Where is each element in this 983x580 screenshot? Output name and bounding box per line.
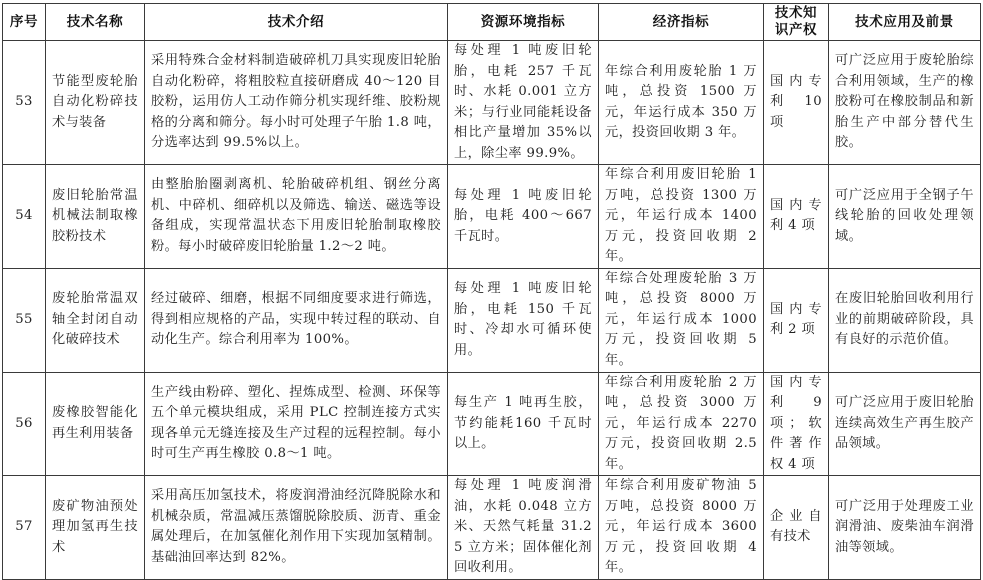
economic-indicator-text: 年综合利用废旧轮胎 1 万吨，总投资 1300 万元，年运行成本 1400 万元，投资回收期 2 年。 xyxy=(605,167,757,264)
tech-name xyxy=(46,372,145,476)
resource-indicator-text: 每处理 1 吨废润滑油，水耗 0.048 立方米、天然气耗量 31.25 立方米；固体催化剂回收利用。 xyxy=(454,478,592,575)
resource-indicator-text: 每处理 1 吨废旧轮胎，电耗 257 千瓦时、水耗 0.001 立方米；与行业同能耗设备相比产量增加 35%以上，除尘率 99.9%。 xyxy=(454,43,592,161)
tech-name-text: 废矿物油预处理加氢再生技术 xyxy=(52,498,138,555)
application-prospect-text: 在废旧轮胎回收利用行业的前期破碎阶段，具有良好的示范价值。 xyxy=(835,291,974,348)
table-body xyxy=(3,41,981,580)
resource-indicator-text: 每生产 1 吨再生胶，节约能耗160 千瓦时以上。 xyxy=(454,395,592,451)
intellectual-property-text: 企业自有技术 xyxy=(770,508,822,545)
table-header xyxy=(3,4,981,41)
tech-name xyxy=(46,268,145,372)
tech-name-text: 废轮胎常温双轴全封闭自动化破碎技术 xyxy=(52,291,138,348)
application-prospect-text: 可广泛应用于全钢子午线轮胎的回收处理领域。 xyxy=(835,187,974,244)
header-intro: 技术介绍 xyxy=(145,4,448,41)
intellectual-property-text: 国内专利 9 项；软件著作权 4 项 xyxy=(770,374,822,472)
header-economic: 经济指标 xyxy=(599,4,764,41)
application-prospect-text: 可广泛用于处理废工业润滑油、废柴油车润滑油等领域。 xyxy=(835,498,974,555)
intellectual-property xyxy=(764,476,829,580)
tech-intro xyxy=(145,268,448,372)
application-prospect xyxy=(829,165,981,269)
header-row xyxy=(3,4,981,41)
economic-indicator xyxy=(599,476,764,580)
intellectual-property xyxy=(764,165,829,269)
economic-indicator xyxy=(599,268,764,372)
header-ip: 技术知识产权 xyxy=(764,4,829,41)
tech-intro-text: 由整胎胎圈剥离机、轮胎破碎机组、钢丝分离机、中碎机、细碎机以及筛选、输送、磁选等设备组成，实现常温状态下用废旧轮胎制取橡胶粉。每小时破碎废旧轮胎量 1.2～2 吨。 xyxy=(151,177,441,254)
resource-indicator xyxy=(448,372,599,476)
resource-indicator-text: 每处理 1 吨废旧轮胎，电耗 400～667 千瓦时。 xyxy=(454,187,592,244)
resource-indicator xyxy=(448,41,599,165)
resource-indicator-text: 每处理 1 吨废旧轮胎，电耗 150 千瓦时、冷却水可循环使用。 xyxy=(454,281,592,358)
row-number: 53 xyxy=(3,41,46,165)
tech-name-text: 废橡胶智能化再生利用装备 xyxy=(52,405,138,441)
tech-intro xyxy=(145,41,448,165)
intellectual-property xyxy=(764,372,829,476)
intellectual-property-text: 国内专利 4 项 xyxy=(770,197,822,234)
tech-name-text: 节能型废轮胎自动化粉碎技术与装备 xyxy=(52,73,138,130)
economic-indicator-text: 年综合处理废轮胎 3 万吨，总投资 8000 万元，年运行成本 1000 万元，投资回收期 5 年。 xyxy=(605,270,757,368)
application-prospect xyxy=(829,476,981,580)
economic-indicator xyxy=(599,165,764,269)
table-row xyxy=(3,165,981,269)
table-row xyxy=(3,476,981,580)
tech-intro xyxy=(145,476,448,580)
resource-indicator xyxy=(448,268,599,372)
economic-indicator xyxy=(599,372,764,476)
tech-name xyxy=(46,476,145,580)
tech-name-text: 废旧轮胎常温机械法制取橡胶粉技术 xyxy=(52,187,138,244)
table-row xyxy=(3,372,981,476)
application-prospect-text: 可广泛应用于废轮胎综合利用领域，生产的橡胶粉可在橡胶制品和新胎生产中部分替代生胶。 xyxy=(835,53,974,151)
intellectual-property xyxy=(764,41,829,165)
header-resource: 资源环境指标 xyxy=(448,4,599,41)
intellectual-property-text: 国内专利 2 项 xyxy=(770,301,822,337)
economic-indicator-text: 年综合利用废矿物油 5 万吨，总投资 8000 万元，年运行成本 3600 万元，投资回收期 4 年。 xyxy=(605,478,757,575)
row-number: 56 xyxy=(3,372,46,476)
tech-intro-text: 采用高压加氢技术，将废润滑油经沉降脱除水和机械杂质，常温减压蒸馏脱除胶质、沥青、重金属处理后，在加氢催化剂作用下实现加氢精制。基础油回率达到 82%。 xyxy=(151,488,441,565)
resource-indicator xyxy=(448,476,599,580)
economic-indicator-text: 年综合利用废轮胎 2 万吨，总投资 3000 万元，年运行成本 2270 万元，投资回收期 2.5 年。 xyxy=(605,374,757,472)
resource-indicator xyxy=(448,165,599,269)
application-prospect xyxy=(829,372,981,476)
economic-indicator-text: 年综合利用废轮胎 1 万吨，总投资 1500 万元，年运行成本 350 万元，投资回收期 3 年。 xyxy=(605,63,757,140)
table-row xyxy=(3,268,981,372)
technology-table xyxy=(2,3,981,580)
tech-intro-text: 经过破碎、细磨，根据不同细度要求进行筛选，得到相应规格的产品，实现中转过程的联动、自动化生产。综合利用率为 100%。 xyxy=(151,291,441,348)
tech-intro xyxy=(145,372,448,476)
header-name: 技术名称 xyxy=(46,4,145,41)
tech-name xyxy=(46,41,145,165)
row-number: 55 xyxy=(3,268,46,372)
intellectual-property-text: 国内专利 10 项 xyxy=(770,73,822,130)
application-prospect-text: 可广泛应用于废旧轮胎连续高效生产再生胶产品领域。 xyxy=(835,395,974,451)
header-application: 技术应用及前景 xyxy=(829,4,981,41)
header-no: 序号 xyxy=(3,4,46,41)
application-prospect xyxy=(829,41,981,165)
tech-intro xyxy=(145,165,448,269)
tech-intro-text: 采用特殊合金材料制造破碎机刀具实现废旧轮胎自动化粉碎，将粗胶粒直接研磨成 40～120 目胶粉，运用仿人工动作筛分机实现纤维、胶粉规格的分离和筛分。每小时可处理子午胎 1.8 吨，分选率达到 99.5%以上。 xyxy=(151,53,441,151)
application-prospect xyxy=(829,268,981,372)
tech-name xyxy=(46,165,145,269)
row-number: 54 xyxy=(3,165,46,269)
row-number: 57 xyxy=(3,476,46,580)
economic-indicator xyxy=(599,41,764,165)
table-row xyxy=(3,41,981,165)
intellectual-property xyxy=(764,268,829,372)
tech-intro-text: 生产线由粉碎、塑化、捏炼成型、检测、环保等五个单元模块组成，采用 PLC 控制连接方式实现各单元无缝连接及生产过程的远程控制。每小时可生产再生橡胶 0.8～1 吨。 xyxy=(151,384,441,462)
